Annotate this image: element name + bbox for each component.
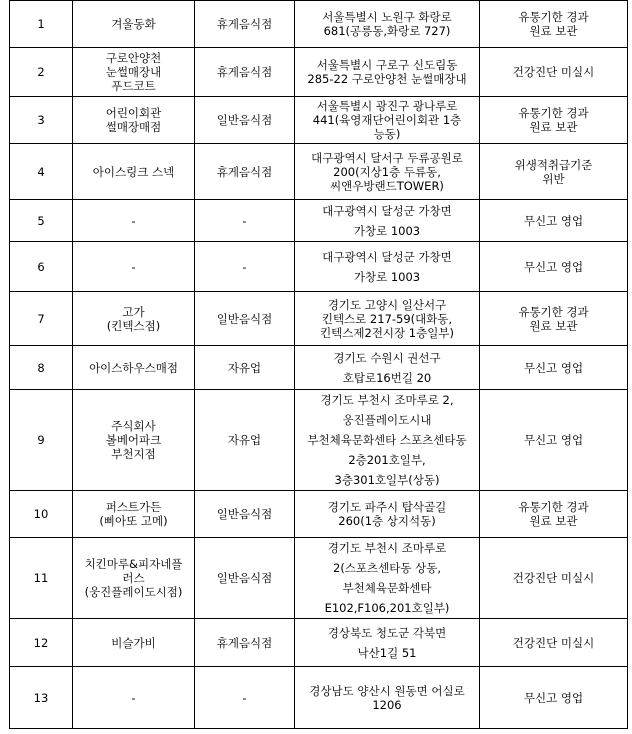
cell-text-line: 부천지점	[111, 447, 156, 461]
business-type-cell: -	[195, 667, 295, 729]
cell-text-line: 아이스링크 스넥	[92, 164, 175, 179]
row-number-cell: 11	[10, 538, 73, 619]
table-row	[10, 48, 628, 97]
business-type-cell: 휴게음식점	[195, 619, 295, 667]
cell-text-line: 무신고 영업	[523, 360, 584, 375]
cell-text-line: 볼베어파크	[105, 433, 162, 447]
row-number-cell: 1	[10, 1, 73, 48]
row-number-cell: 9	[10, 390, 73, 491]
business-name-cell	[73, 97, 195, 144]
cell-text-line: 건강진단 미실시	[512, 635, 595, 650]
table-row	[10, 292, 628, 346]
cell-text-line: 아이스하우스매점	[89, 360, 178, 375]
cell-text-line: 위반	[542, 171, 565, 186]
cell-text-line: 대구광역시 달서구 두류공원로	[311, 150, 463, 165]
cell-text-line: 경상남도 양산시 원동면 어실로	[309, 683, 465, 698]
violations-table	[9, 0, 628, 729]
cell-text-line: 681(공릉동,화랑로 727)	[323, 24, 451, 38]
address-cell	[295, 667, 480, 729]
address-cell	[295, 97, 480, 144]
cell-text-line: 가창로 1003	[353, 223, 421, 238]
business-type-cell: -	[195, 242, 295, 292]
cell-text-line: 퍼스트가든	[105, 500, 162, 514]
business-name-cell	[73, 292, 195, 346]
cell-text-line: 무신고 영업	[523, 213, 584, 228]
cell-text-line: -	[131, 213, 136, 228]
cell-text-line: 2(스포츠센타동 상동,	[333, 561, 441, 575]
violation-cell	[480, 346, 628, 390]
cell-text-line: 경기도 부천시 조마루로	[327, 541, 447, 555]
row-number-cell: 6	[10, 242, 73, 292]
table-row	[10, 97, 628, 144]
business-name-cell	[73, 491, 195, 538]
violation-cell	[480, 619, 628, 667]
cell-text-line: 대구광역시 달성군 가창면	[322, 203, 452, 218]
business-type-cell: 일반음식점	[195, 491, 295, 538]
table-row	[10, 346, 628, 390]
cell-text-line: 위생적취급기준	[514, 157, 593, 172]
cell-text-line: 건강진단 미실시	[512, 571, 595, 585]
address-cell	[295, 1, 480, 48]
cell-text-line: 200(지상1층 두류동,	[333, 164, 441, 179]
cell-text-line: 유통기한 경과	[518, 106, 589, 120]
address-cell	[295, 200, 480, 242]
cell-text-line: -	[131, 259, 136, 274]
cell-text-line: 무신고 영업	[523, 259, 584, 274]
row-number-cell: 3	[10, 97, 73, 144]
table-row	[10, 390, 628, 491]
violation-cell	[480, 200, 628, 242]
cell-text-line: 주식회사	[111, 419, 156, 433]
cell-text-line: 호탑로16번길 20	[342, 370, 432, 385]
cell-text-line: 경기도 고양시 일산서구	[327, 297, 447, 312]
row-number-cell: 13	[10, 667, 73, 729]
row-number-cell: 12	[10, 619, 73, 667]
cell-text-line: 서울특별시 구로구 신도림동	[316, 58, 458, 72]
row-number-cell: 10	[10, 491, 73, 538]
cell-text-line: 푸드코트	[111, 79, 156, 93]
address-cell	[295, 292, 480, 346]
cell-text-line: 웅진플레이도시내	[342, 413, 432, 427]
row-number-cell: 4	[10, 144, 73, 200]
business-name-cell	[73, 48, 195, 97]
cell-text-line: 어린이회관	[105, 106, 162, 120]
cell-text-line: 285-22 구로안양천 눈썰매장내	[307, 72, 467, 86]
table-body	[10, 1, 628, 729]
cell-text-line: 겨울동화	[111, 17, 156, 31]
violation-cell	[480, 242, 628, 292]
cell-text-line: 441(육영재단어린이회관 1층	[312, 113, 462, 127]
cell-text-line: 2층201호일부,	[348, 453, 426, 467]
business-type-cell: 자유업	[195, 346, 295, 390]
business-type-cell: 일반음식점	[195, 538, 295, 619]
row-number-cell: 5	[10, 200, 73, 242]
business-name-cell	[73, 619, 195, 667]
cell-text-line: 원료 보관	[529, 24, 578, 38]
business-name-cell	[73, 200, 195, 242]
business-type-cell: 일반음식점	[195, 97, 295, 144]
cell-text-line: 원료 보관	[529, 514, 578, 528]
address-cell	[295, 619, 480, 667]
cell-text-line: 3층301호일부(상동)	[334, 473, 440, 487]
address-cell	[295, 242, 480, 292]
cell-text-line: 원료 보관	[529, 318, 578, 333]
table-row	[10, 1, 628, 48]
cell-text-line: 낙산1길 51	[357, 645, 417, 660]
table-row	[10, 619, 628, 667]
business-type-cell: 일반음식점	[195, 292, 295, 346]
cell-text-line: 무신고 영업	[523, 690, 584, 705]
address-cell	[295, 48, 480, 97]
business-type-cell: 자유업	[195, 390, 295, 491]
cell-text-line: 무신고 영업	[523, 433, 584, 447]
violation-cell	[480, 144, 628, 200]
cell-text-line: 유통기한 경과	[518, 304, 589, 319]
cell-text-line: 치킨마루&피자네플	[84, 557, 183, 571]
business-type-cell: 휴게음식점	[195, 144, 295, 200]
table-row	[10, 200, 628, 242]
cell-text-line: 서울특별시 광진구 광나루로	[316, 99, 458, 113]
address-cell	[295, 538, 480, 619]
table-row	[10, 667, 628, 729]
cell-text-line: (삐아또 고메)	[99, 514, 168, 528]
cell-text-line: 부천체육문화센타 스포츠센타동	[307, 433, 467, 447]
table-row	[10, 538, 628, 619]
address-cell	[295, 346, 480, 390]
cell-text-line: 능동)	[373, 127, 401, 141]
business-name-cell	[73, 538, 195, 619]
cell-text-line: 눈썰매장내	[105, 65, 162, 79]
cell-text-line: 경기도 수원시 권선구	[333, 350, 441, 365]
business-type-cell: 휴게음식점	[195, 48, 295, 97]
business-name-cell	[73, 667, 195, 729]
business-name-cell	[73, 390, 195, 491]
cell-text-line: 러스	[122, 571, 145, 585]
cell-text-line: 킨텍스로 217-59(대화동,	[321, 311, 453, 326]
cell-text-line: 비슬가비	[111, 635, 156, 650]
cell-text-line: 대구광역시 달성군 가창면	[322, 249, 452, 264]
violation-cell	[480, 491, 628, 538]
cell-text-line: 260(1층 상지석동)	[338, 514, 436, 528]
cell-text-line: (웅진플레이도시점)	[84, 585, 183, 599]
cell-text-line: 고가	[122, 304, 145, 319]
table-row	[10, 144, 628, 200]
cell-text-line: E102,F106,201호일부)	[324, 601, 450, 615]
address-cell	[295, 144, 480, 200]
cell-text-line: 유통기한 경과	[518, 500, 589, 514]
business-name-cell	[73, 144, 195, 200]
business-type-cell: 휴게음식점	[195, 1, 295, 48]
business-name-cell	[73, 242, 195, 292]
cell-text-line: 구로안양천	[105, 51, 162, 65]
cell-text-line: -	[131, 690, 136, 705]
cell-text-line: (킨텍스점)	[106, 318, 161, 333]
cell-text-line: 유통기한 경과	[518, 10, 589, 24]
violation-cell	[480, 292, 628, 346]
row-number-cell: 8	[10, 346, 73, 390]
cell-text-line: 경상북도 청도군 각북면	[327, 625, 447, 640]
violation-cell	[480, 48, 628, 97]
cell-text-line: 킨텍스제2전시장 1층일부)	[320, 325, 454, 340]
cell-text-line: 1206	[372, 697, 402, 712]
business-name-cell	[73, 346, 195, 390]
cell-text-line: 서울특별시 노원구 화랑로	[322, 10, 452, 24]
violation-cell	[480, 538, 628, 619]
business-type-cell: -	[195, 200, 295, 242]
business-name-cell	[73, 1, 195, 48]
cell-text-line: 원료 보관	[529, 120, 578, 134]
cell-text-line: 경기도 파주시 탑삭골길	[327, 500, 447, 514]
row-number-cell: 7	[10, 292, 73, 346]
address-cell	[295, 390, 480, 491]
violation-cell	[480, 667, 628, 729]
cell-text-line: 경기도 부천시 조마루로 2,	[320, 393, 454, 407]
cell-text-line: 썰매장매점	[105, 120, 162, 134]
table-row	[10, 242, 628, 292]
cell-text-line: 가창로 1003	[353, 269, 421, 284]
violation-cell	[480, 1, 628, 48]
address-cell	[295, 491, 480, 538]
cell-text-line: 건강진단 미실시	[512, 65, 595, 79]
cell-text-line: 부천체육문화센타	[342, 581, 432, 595]
cell-text-line: 씨앤우방랜드TOWER)	[330, 178, 444, 193]
table-row	[10, 491, 628, 538]
violation-cell	[480, 97, 628, 144]
violation-cell	[480, 390, 628, 491]
row-number-cell: 2	[10, 48, 73, 97]
